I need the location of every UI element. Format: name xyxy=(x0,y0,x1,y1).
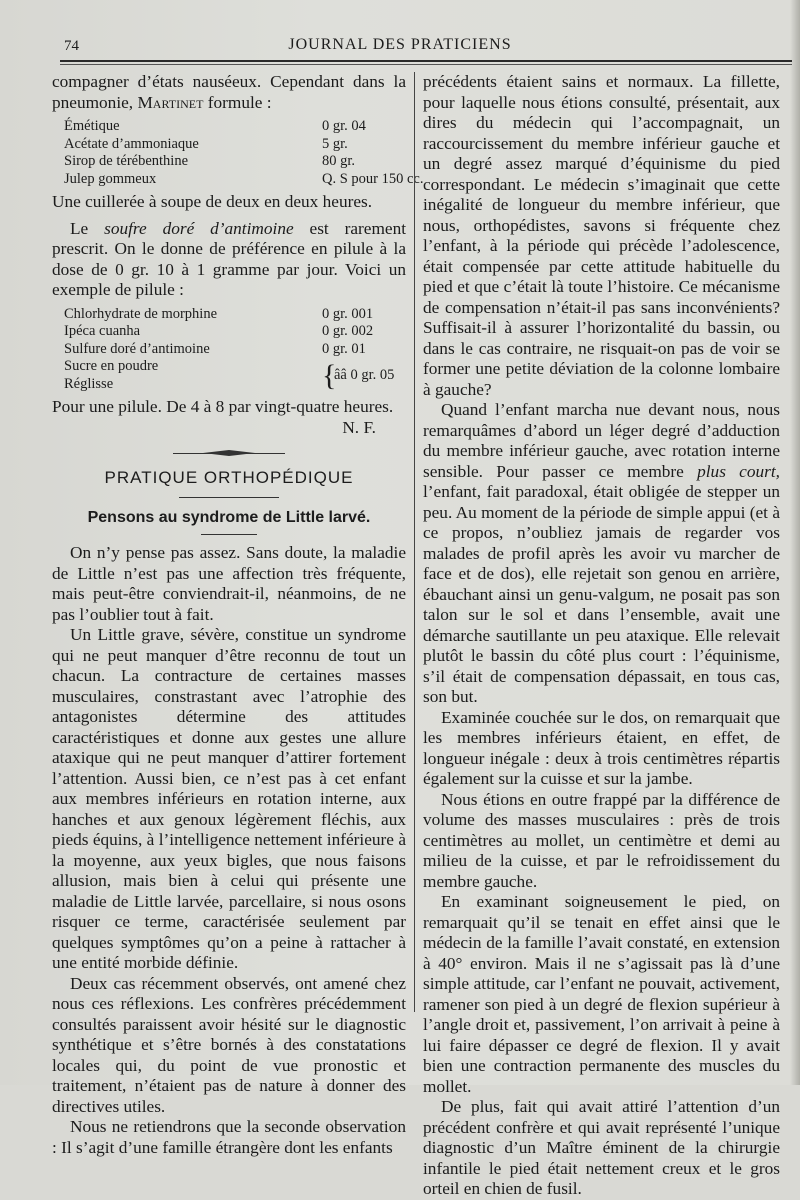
emphasis: soufre doré d’antimoine xyxy=(104,218,294,238)
paragraph: Une cuillerée à soupe de deux en deux heures. xyxy=(52,192,373,211)
paragraph: Quand l’enfant marcha nue devant nous, nous remarquâmes d’abord un léger degré d’adduction du membre inférieur gauche, avec rotation interne sensible. Pour passer ce membre plus court, l’enfant, fait paradoxal, était obligée de stepper un peu. Au moment de la période de simple appui (et à ce propos, n’oubliez jamais de regarder vos malades de profil après les avoir vu marcher de face et de dos), elle rejetait son genou en arrière, ébauchant ainsi un genu-valgum, ne posait pas son talon sur le sol et dans l’ensemble, avait une démarche sautillante un peu ataxique. Elle relevait plutôt le bassin du côté plus court : l’équinisme, s’il était de compensation dépassait, en tous cas, son but. xyxy=(423,400,780,706)
paragraph: On n’y pense pas assez. Sans doute, la maladie de Little n’est pas une affection très fréquente, mais peut-être conviendrait-il, néanmoins, de ne pas l’oublier tout à fait. xyxy=(52,543,406,624)
column-divider xyxy=(414,72,415,1012)
page-number: 74 xyxy=(64,38,79,54)
paragraph: Le soufre doré d’antimoine est rarement prescrit. On le donne de préférence en pilule à la dose de 0 gr. 10 à 1 gramme par jour. Voici un exemple de pilule : xyxy=(52,218,407,299)
paragraph: Deux cas récemment observés, ont amené chez nous ces réflexions. Les confrères précédemment consultés paraissent avoir hésité sur le diagnostic synthétique et s’être bornés à des constatations locales qui, du point de vue pronostic et traitement, n’étaient pas de nature à donner des directives utiles. xyxy=(52,973,406,1116)
rx-line: Ipéca cuanha 0 gr. 002 xyxy=(64,323,374,339)
signature: N. F. xyxy=(342,417,376,437)
header-rule xyxy=(60,60,792,62)
left-column xyxy=(52,72,424,1158)
brace-glyph: { xyxy=(322,358,337,392)
paragraph: Examinée couchée sur le dos, on remarquait que les membres inférieurs étaient, en effet, de longueur inégale : deux à trois centimètres répartis également sur la cuisse et sur la jambe. xyxy=(423,707,780,788)
right-column xyxy=(423,72,780,1200)
rx-line: Sulfure doré d’antimoine 0 gr. 01 xyxy=(64,340,366,357)
prescription-1 xyxy=(64,118,424,188)
rx-line: Acétate d’ammoniaque 5 gr. xyxy=(64,135,348,152)
section-title: PRATIQUE ORTHOPÉDIQUE xyxy=(104,468,354,487)
paragraph: En examinant soigneusement le pied, on remarquait qu’il se tenait en effet ainsi que le médecin de la famille l’avait constaté, en extension à 40° environ. Mais il ne s’agissait pas là d’une simple attitude, car l’enfant ne pouvait, activement, ramener son pied à un degré de flexion supérieur à l’angle droit et, passivement, l’on arrivait à peine à lui faire dépasser ce degré de flexion. Il y avait bien une contraction permanente des muscles du mollet. xyxy=(423,892,780,1096)
rx-line: Chlorhydrate de morphine 0 gr. 001 xyxy=(64,305,374,322)
section-rule xyxy=(179,497,279,498)
rx-line: Julep gommeux Q. S pour 150 cc. xyxy=(64,170,424,187)
page-edge-shadow xyxy=(790,0,800,1085)
journal-title: JOURNAL DES PRATICIENS xyxy=(288,36,512,53)
article-title: Pensons au syndrome de Little larvé. xyxy=(87,508,371,526)
rx-dose: ââ 0 gr. 05 xyxy=(334,366,395,383)
paragraph: compagner d’états nauséeux. Cependant dans la pneumonie, Martinet formule : xyxy=(52,72,406,112)
ornament-divider xyxy=(173,450,285,458)
rx-line: Réglisse xyxy=(64,375,114,392)
rx-line: Sirop de térébenthine 80 gr. xyxy=(64,153,356,169)
paragraph: Un Little grave, sévère, constitue un syndrome qui ne peut manquer d’être reconnu de tout un chacun. La contracture de certaines masses musculaires, constrastant avec l’atrophie des antagonistes détermine des attitudes caractéristiques et donne aux gestes une allure ataxique qui ne peut manquer d’attirer fortement l’attention. Aussi bien, ce n’est pas à cet enfant aux membres inférieurs en rotation interne, aux hanches et aux genoux légèrement fléchis, aux pieds équins, à l’intelligence nettement inférieure à la moyenne, aux yeux bigles, que nous faisons allusion, mais bien à celui qui présente une maladie de Little larvée, parcellaire, si nous osons risquer ce terme, caractérisée seulement par quelques symptômes qu’on a peine à rattacher à une entité morbide définie. xyxy=(52,625,406,972)
emphasis: plus court, xyxy=(697,461,780,481)
prescription-2 xyxy=(64,306,406,394)
page-header xyxy=(0,34,800,56)
header-rule-thin xyxy=(60,64,792,65)
paragraph: De plus, fait qui avait attiré l’attention d’un précédent confrère et qui avait représenté l’unique diagnostic d’un Maître éminent de la chirurgie infantile le pied était nettement creux et le gros orteil en chien de fusil. xyxy=(423,1097,780,1198)
paragraph: Pour une pilule. De 4 à 8 par vingt-quatre heures. xyxy=(52,397,394,416)
rx-line: Sucre en poudre xyxy=(64,358,159,374)
article-rule xyxy=(201,534,257,535)
rx-brace-group xyxy=(64,358,406,393)
paragraph: Nous ne retiendrons que la seconde observation : Il s’agit d’une famille étrangère dont les enfants xyxy=(52,1117,406,1157)
rx-line: Émétique 0 gr. 04 xyxy=(64,118,366,134)
paragraph: précédents étaient sains et normaux. La fillette, pour laquelle nous étions consulté, présentait, aux dires du médecin qui l’accompagnait, un raccourcissement du membre inférieur gauche et un degré assez marqué d’équinisme du pied correspondant. Le médecin s’imaginait que cette inégalité de longueur du membre inférieur, que nous, orthopédistes, savons si fréquente chez l’enfant, à la période qui précède l’adolescence, était compensée par cette attitude habituelle du pied et que c’était là toute l’histoire. Ce mécanisme de compensation n’était-il pas sans inconvénients? Suffisait-il à assurer l’horizontalité du bassin, ou dans le cas contraire, ne risquait-on pas de voir se former une petite déviation de la colonne lombaire à gauche? xyxy=(423,72,780,399)
author-name: Martinet xyxy=(137,92,204,112)
paragraph: Nous étions en outre frappé par la différence de volume des masses musculaires : près de trois centimètres au mollet, un centimètre et demi au milieu de la cuisse, et par le refroidissement du membre gauche. xyxy=(423,789,780,891)
